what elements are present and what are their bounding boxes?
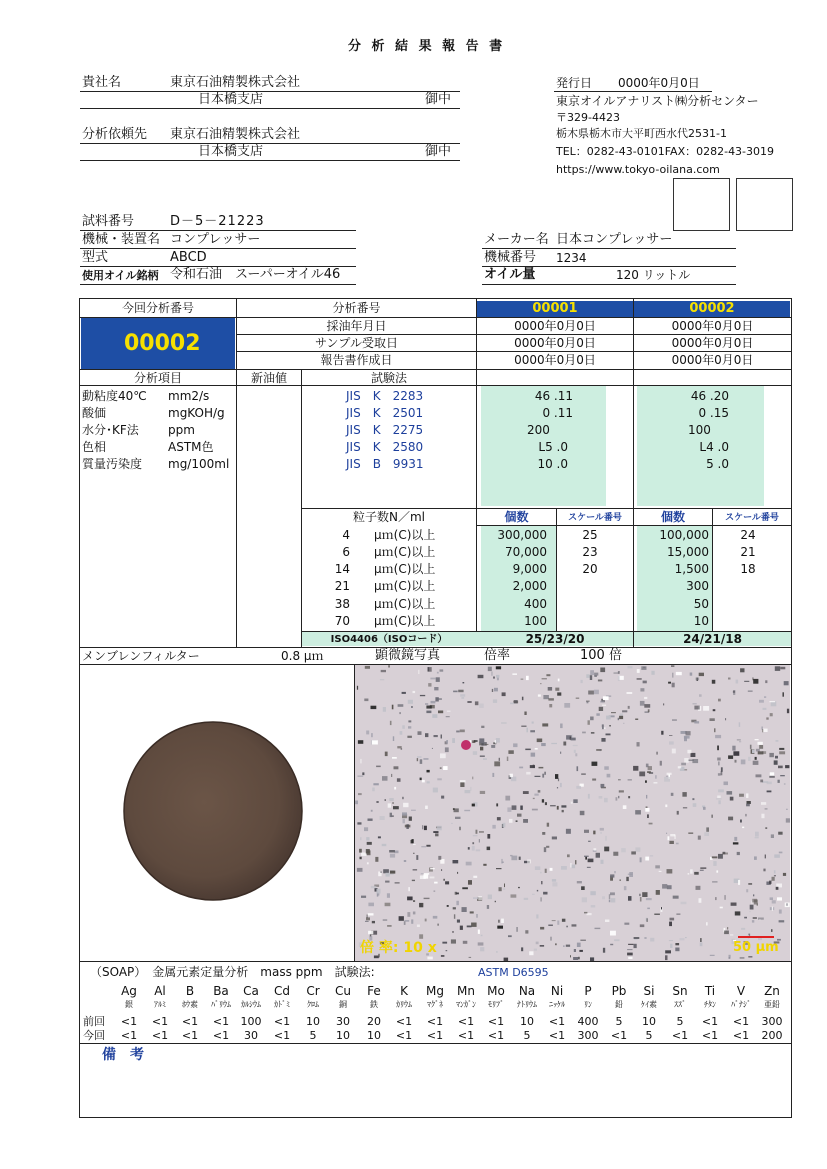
date-label: 報告書作成日 <box>320 353 393 367</box>
soap-value-prev: 400 <box>577 1015 599 1028</box>
item-method: JIS K 2501 <box>346 406 424 420</box>
date-value: 0000年0月0日 <box>514 336 596 350</box>
soap-element-symbol: Cr <box>306 984 320 998</box>
issuer-address: 栃木県栃木市大平町西水代2531-1 <box>556 127 727 140</box>
soap-method: ASTM D6595 <box>478 966 549 979</box>
particle-count-curr: 1,500 <box>674 562 709 576</box>
date-value: 0000年0月0日 <box>671 319 754 333</box>
soap-element-name: ｽｽﾞ <box>674 1000 686 1009</box>
item-unit: mgKOH/g <box>168 406 225 420</box>
item-name: 水分･KF法 <box>82 423 139 437</box>
particle-size: 38 <box>334 597 350 611</box>
particle-count-curr: 15,000 <box>667 545 709 559</box>
soap-value-prev: <1 <box>273 1015 291 1028</box>
soap-value-curr: <1 <box>671 1029 689 1042</box>
soap-value-prev: <1 <box>212 1015 230 1028</box>
soap-prev-label: 前回 <box>83 1015 105 1028</box>
mag-label: 倍率 <box>484 648 511 663</box>
soap-element-name: ﾏﾝｶﾞﾝ <box>456 1000 476 1009</box>
item-unit: mm2/s <box>168 389 210 403</box>
soap-element-name: 鉄 <box>370 1000 378 1009</box>
membrane-filter-image <box>81 665 353 961</box>
current-no-label: 今回分析番号 <box>121 301 194 315</box>
item-method: JIS B 9931 <box>346 457 424 471</box>
soap-element-symbol: B <box>185 984 195 998</box>
soap-element-symbol: Mn <box>457 984 475 998</box>
client-honorific: 御中 <box>425 92 452 107</box>
requester-honorific: 御中 <box>425 144 452 159</box>
soap-value-prev: 30 <box>336 1015 350 1028</box>
soap-value-prev: <1 <box>151 1015 169 1028</box>
soap-value-curr: 5 <box>645 1029 653 1042</box>
new-oil-header: 新油値 <box>250 371 287 385</box>
col2-analysis-no: 00002 <box>634 301 790 317</box>
soap-value-curr: <1 <box>610 1029 628 1042</box>
model-value: ABCD <box>170 250 207 265</box>
soap-value-prev: 10 <box>520 1015 534 1028</box>
date-value: 0000年0月0日 <box>514 319 596 333</box>
col1-analysis-no: 00001 <box>477 301 633 317</box>
soap-value-curr: 200 <box>761 1029 783 1042</box>
mag-value: 100 倍 <box>580 648 622 663</box>
model-label: 型式 <box>82 250 109 265</box>
particle-count-prev: 2,000 <box>512 579 547 593</box>
particle-scale-prev: 20 <box>582 562 598 576</box>
soap-title: （SOAP） 金属元素定量分析 mass ppm 試験法: <box>90 965 375 979</box>
soap-element-name: 銅 <box>339 1000 347 1009</box>
machine-label: 機械・装置名 <box>82 232 161 247</box>
soap-value-prev: <1 <box>181 1015 199 1028</box>
soap-value-curr: <1 <box>426 1029 444 1042</box>
particle-unit: μｍ(C)以上 <box>374 614 436 628</box>
item-value-prev: 0 .11 <box>542 406 573 420</box>
microscope-photo <box>355 665 790 961</box>
item-unit: mg/100ml <box>168 457 230 471</box>
date-value: 0000年0月0日 <box>671 336 754 350</box>
soap-value-prev: 100 <box>240 1015 262 1028</box>
client-label: 貴社名 <box>82 75 122 90</box>
stamp-box-2 <box>736 178 793 231</box>
soap-value-prev: <1 <box>701 1015 719 1028</box>
item-method: JIS K 2275 <box>346 423 424 437</box>
iso-label: ISO4406（ISOコード） <box>330 634 448 645</box>
soap-element-name: ﾓﾘﾌﾞ <box>488 1000 504 1009</box>
issue-date: 0000年0月0日 <box>618 76 700 90</box>
iso-code-curr: 24/21/18 <box>683 632 742 646</box>
particle-scale-curr: 21 <box>740 545 756 559</box>
soap-value-curr: 10 <box>336 1029 350 1042</box>
soap-value-curr: <1 <box>457 1029 475 1042</box>
soap-value-curr: 10 <box>367 1029 381 1042</box>
photo-magnification-overlay: 倍 率: 10 x <box>360 940 437 956</box>
soap-element-name: ﾊﾞﾅｼﾞ <box>731 1000 751 1009</box>
method-header: 試験法 <box>370 371 407 385</box>
soap-value-prev: <1 <box>548 1015 566 1028</box>
sample-no: D－5－21223 <box>170 214 265 229</box>
stamp-box-1 <box>673 178 730 231</box>
particle-count-prev: 300,000 <box>497 528 547 542</box>
scale-header: スケール番号 <box>725 513 779 523</box>
particle-size: 21 <box>334 579 350 593</box>
soap-value-prev: 5 <box>676 1015 684 1028</box>
particle-scale-prev: 23 <box>582 545 598 559</box>
particle-unit: μｍ(C)以上 <box>374 528 436 542</box>
soap-element-symbol: Cd <box>274 984 290 998</box>
particle-scale-curr: 18 <box>740 562 756 576</box>
soap-element-name: ｸﾛﾑ <box>307 1000 319 1009</box>
soap-value-prev: <1 <box>457 1015 475 1028</box>
issuer-url: https://www.tokyo-oilana.com <box>556 163 720 176</box>
sample-no-label: 試料番号 <box>82 214 135 229</box>
soap-value-prev: 300 <box>761 1015 783 1028</box>
issuer-postal: 〒329-4423 <box>556 111 620 124</box>
item-unit: ppm <box>168 423 195 437</box>
particle-size: 14 <box>334 562 350 576</box>
soap-value-prev: <1 <box>487 1015 505 1028</box>
soap-element-name: ﾊﾞﾘｳﾑ <box>211 1000 231 1009</box>
soap-value-prev: 5 <box>615 1015 623 1028</box>
soap-value-prev: <1 <box>732 1015 750 1028</box>
item-value-prev: L5 .0 <box>538 440 568 454</box>
date-label: サンプル受取日 <box>315 336 398 350</box>
particle-size: 6 <box>342 545 350 559</box>
item-name: 動粘度40℃ <box>82 389 147 403</box>
soap-value-prev: 10 <box>306 1015 320 1028</box>
soap-element-name: ｱﾙﾐ <box>154 1000 166 1009</box>
soap-element-symbol: V <box>736 984 746 998</box>
photo-scale-overlay: 50 μm <box>733 940 779 955</box>
soap-element-symbol: K <box>400 984 408 998</box>
item-value-prev: 10 .0 <box>537 457 568 471</box>
remarks-label: 備 考 <box>102 1047 144 1063</box>
item-method: JIS K 2283 <box>346 389 424 403</box>
item-value-prev: 46 .11 <box>534 389 573 403</box>
date-label: 採油年月日 <box>326 319 387 333</box>
soap-value-curr: 300 <box>577 1029 599 1042</box>
membrane-pore: 0.8 μｍ <box>281 649 324 663</box>
maker-label: メーカー名 <box>484 232 549 247</box>
soap-value-curr: <1 <box>120 1029 138 1042</box>
item-header: 分析項目 <box>133 371 182 385</box>
soap-element-symbol: Si <box>643 984 655 998</box>
soap-element-symbol: Mg <box>426 984 444 998</box>
item-method: JIS K 2580 <box>346 440 424 454</box>
particle-unit: μｍ(C)以上 <box>374 597 436 611</box>
client-company: 東京石油精製株式会社 <box>170 75 301 90</box>
date-value: 0000年0月0日 <box>671 353 754 367</box>
current-analysis-no: 00002 <box>124 331 201 356</box>
soap-value-curr: <1 <box>395 1029 413 1042</box>
soap-value-prev: 10 <box>642 1015 656 1028</box>
count-header: 個数 <box>504 510 529 524</box>
maker-name: 日本コンプレッサー <box>556 232 673 247</box>
item-unit: ASTM色 <box>168 440 214 454</box>
issuer-name: 東京オイルアナリスト㈱分析センター <box>556 94 759 108</box>
particle-header: 粒子数N／ml <box>352 510 425 524</box>
particle-size: 70 <box>334 614 350 628</box>
soap-value-curr: <1 <box>732 1029 750 1042</box>
soap-value-curr: <1 <box>151 1029 169 1042</box>
soap-value-curr: 30 <box>244 1029 258 1042</box>
requester-label: 分析依頼先 <box>82 127 148 142</box>
requester-company: 東京石油精製株式会社 <box>170 127 301 142</box>
soap-element-name: 亜鉛 <box>764 1000 780 1009</box>
soap-element-name: ｶﾄﾞﾐ <box>274 1000 290 1009</box>
particle-count-prev: 9,000 <box>512 562 547 576</box>
particle-size: 4 <box>342 528 350 542</box>
machine-name: コンプレッサー <box>170 232 261 247</box>
particle-unit: μｍ(C)以上 <box>374 562 436 576</box>
soap-element-symbol: Ag <box>121 984 137 998</box>
particle-count-prev: 70,000 <box>505 545 547 559</box>
item-value-curr: 100 <box>688 423 711 437</box>
item-name: 酸価 <box>82 406 107 420</box>
soap-element-name: ﾅﾄﾘｳﾑ <box>517 1000 537 1009</box>
volume-label: オイル量 <box>484 267 536 282</box>
scale-header: スケール番号 <box>568 513 622 523</box>
soap-element-symbol: Na <box>518 984 536 998</box>
soap-element-symbol: Cu <box>335 984 351 998</box>
item-value-prev: 200 <box>527 423 550 437</box>
soap-value-prev: <1 <box>426 1015 444 1028</box>
item-value-curr: 0 .15 <box>698 406 729 420</box>
soap-element-name: ﾁﾀﾝ <box>704 1000 716 1009</box>
particle-count-prev: 100 <box>524 614 547 628</box>
particle-count-prev: 400 <box>524 597 547 611</box>
soap-value-curr: 5 <box>309 1029 317 1042</box>
soap-element-symbol: Ba <box>213 984 229 998</box>
item-value-curr: 5 .0 <box>706 457 729 471</box>
client-branch: 日本橋支店 <box>198 92 264 107</box>
issue-date-label: 発行日 <box>556 76 593 90</box>
item-value-curr: 46 .20 <box>690 389 729 403</box>
soap-element-name: ｹｲ素 <box>641 1000 657 1009</box>
item-name: 色相 <box>82 440 107 454</box>
serial-value: 1234 <box>556 251 587 265</box>
soap-value-curr: <1 <box>548 1029 566 1042</box>
soap-element-symbol: Ca <box>243 984 259 998</box>
soap-value-prev: 20 <box>367 1015 381 1028</box>
soap-element-symbol: P <box>584 984 592 998</box>
soap-element-name: ｶﾙｼｳﾑ <box>241 1000 261 1009</box>
oil-name: 令和石油 スーパーオイル46 <box>170 267 341 282</box>
iso-code-prev: 25/23/20 <box>525 632 585 646</box>
particle-unit: μｍ(C)以上 <box>374 579 436 593</box>
soap-value-prev: <1 <box>120 1015 138 1028</box>
count-header: 個数 <box>660 510 685 524</box>
particle-count-curr: 50 <box>693 597 709 611</box>
particle-count-curr: 300 <box>686 579 709 593</box>
document-title: 分 析 結 果 報 告 書 <box>348 39 506 54</box>
particle-count-curr: 100,000 <box>659 528 709 542</box>
soap-value-curr: 5 <box>523 1029 531 1042</box>
soap-element-name: ﾘﾝ <box>584 1000 592 1009</box>
soap-value-curr: <1 <box>701 1029 719 1042</box>
item-value-curr: L4 .0 <box>699 440 729 454</box>
analysis-no-label: 分析番号 <box>332 301 381 315</box>
particle-scale-curr: 24 <box>740 528 756 542</box>
item-name: 質量汚染度 <box>82 457 143 471</box>
soap-element-symbol: Al <box>154 984 166 998</box>
micro-label: 顕微鏡写真 <box>375 648 441 663</box>
soap-value-curr: <1 <box>212 1029 230 1042</box>
soap-element-symbol: Ti <box>704 984 716 998</box>
soap-value-curr: <1 <box>181 1029 199 1042</box>
soap-element-name: ﾏｸﾞﾈ <box>427 1000 443 1009</box>
serial-label: 機械番号 <box>484 250 537 265</box>
soap-element-symbol: Sn <box>672 984 688 998</box>
soap-value-curr: <1 <box>487 1029 505 1042</box>
soap-element-name: ｶﾘｳﾑ <box>396 1000 412 1009</box>
issuer-tel: TEL：0282-43-0101FAX：0282-43-3019 <box>556 145 775 158</box>
soap-element-name: 鉛 <box>615 1000 623 1009</box>
particle-count-curr: 10 <box>693 614 709 628</box>
soap-element-symbol: Mo <box>487 984 505 998</box>
soap-curr-label: 今回 <box>83 1029 105 1042</box>
soap-element-symbol: Zn <box>764 984 780 998</box>
date-value: 0000年0月0日 <box>514 353 596 367</box>
soap-value-curr: <1 <box>273 1029 291 1042</box>
particle-scale-prev: 25 <box>582 528 598 542</box>
scale-bar <box>738 936 774 938</box>
volume-value: 120 リットル <box>616 268 691 282</box>
requester-branch: 日本橋支店 <box>198 144 264 159</box>
soap-value-prev: <1 <box>395 1015 413 1028</box>
particle-unit: μｍ(C)以上 <box>374 545 436 559</box>
soap-element-name: 銀 <box>125 1000 133 1009</box>
membrane-label: メンブレンフィルター <box>82 649 200 663</box>
soap-element-name: ﾎｳ素 <box>182 1000 198 1009</box>
soap-element-name: ﾆｯｹﾙ <box>549 1000 565 1009</box>
soap-element-symbol: Ni <box>550 984 564 998</box>
soap-element-symbol: Fe <box>367 984 381 998</box>
soap-element-symbol: Pb <box>611 984 627 998</box>
oil-label: 使用オイル銘柄 <box>82 269 159 282</box>
